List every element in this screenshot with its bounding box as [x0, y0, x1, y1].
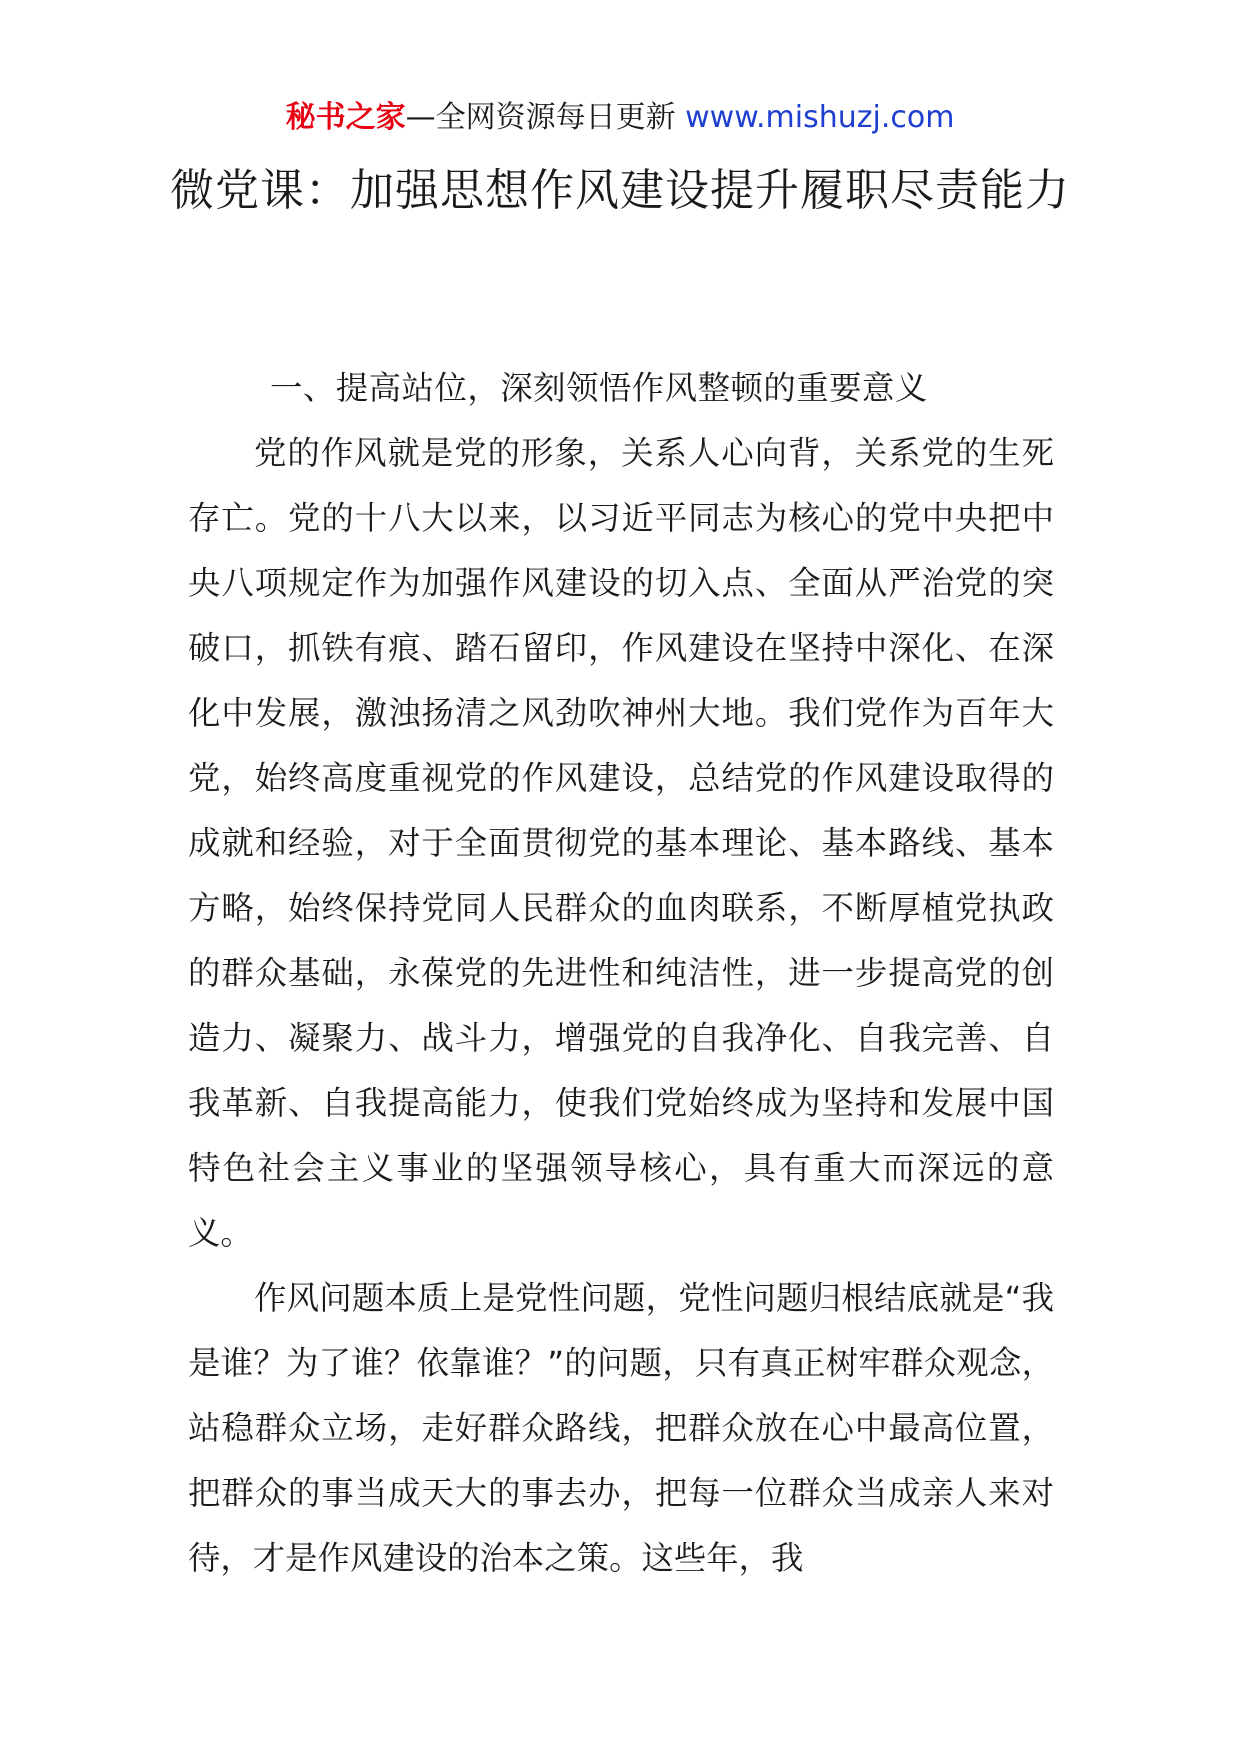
section-heading: 一、提高站位，深刻领悟作风整顿的重要意义 — [270, 369, 928, 407]
site-header — [0, 98, 1240, 138]
paragraph-1: 党的作风就是党的形象，关系人心向背，关系党的生死存亡。党的十八大以来，以习近平同志为核心的党中央把中央八项规定作为加强作风建设的切入点、全面从严治党的突破口，抓铁有痕、踏石留印，作风建设在坚持中深化、在深化中发展，激浊扬清之风劲吹神州大地。我们党作为百年大党，始终高度重视党的作风建设，总结党的作风建设取得的成就和经验，对于全面贯彻党的基本理论、基本路线、基本方略，始终保持党同人民群众的血肉联系，不断厚植党执政的群众基础，永葆党的先进性和纯洁性，进一步提高党的创造力、凝聚力、战斗力，增强党的自我净化、自我完善、自我革新、自我提高能力，使我们党始终成为坚持和发展中国特色社会主义事业的坚强领导核心，具有重大而深远的意义。 — [188, 434, 1054, 1252]
document-body — [188, 356, 1054, 1591]
document-title: 微党课：加强思想作风建设提升履职尽责能力 — [170, 165, 1070, 216]
paragraph-2: 作风问题本质上是党性问题，党性问题归根结底就是“我是谁？为了谁？依靠谁？”的问题，只有真正树牢群众观念，站稳群众立场，走好群众路线，把群众放在心中最高位置，把群众的事当成天大的事去办，把每一位群众当成亲人来对待，才是作风建设的治本之策。这些年，我 — [188, 1279, 1054, 1577]
site-url-link[interactable]: www.mishuzj.com — [685, 100, 955, 135]
header-slogan: —全网资源每日更新 — [405, 100, 686, 135]
brand-name: 秘书之家 — [285, 100, 406, 135]
